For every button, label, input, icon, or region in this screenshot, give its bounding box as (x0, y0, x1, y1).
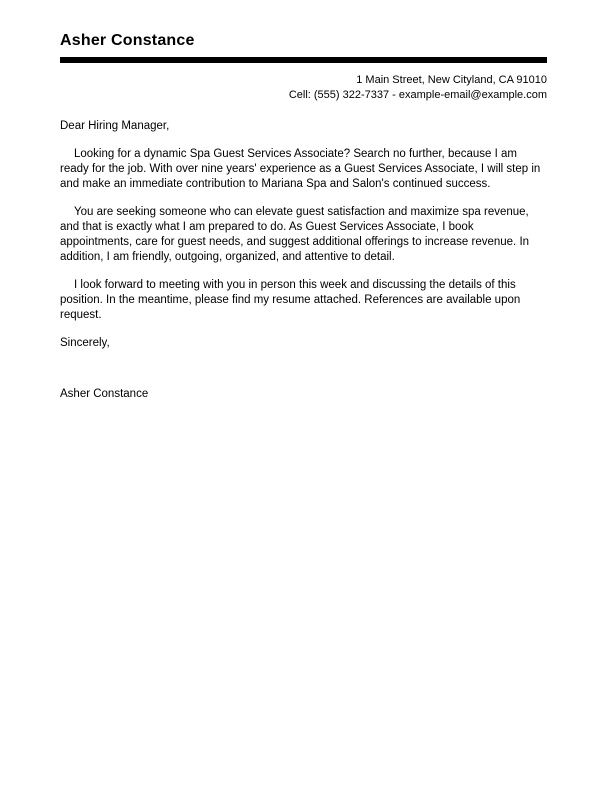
letter-header (60, 30, 547, 63)
signature-name: Asher Constance (60, 388, 149, 400)
contact-block (60, 73, 547, 103)
applicant-name: Asher Constance (60, 32, 195, 49)
body-paragraph-1: Looking for a dynamic Spa Guest Services Associate? Search no further, because I am ready for the job. With over nine years' experience as a Guest Services Associate, I will step in and make an immediate contribution to Mariana Spa and Salon's continued success. (60, 148, 541, 190)
body-paragraph-2: You are seeking someone who can elevate guest satisfaction and maximize spa revenue, and that is exactly what I am prepared to do. As Guest Services Associate, I book appointments, care for guest needs, and suggest additional offerings to increase revenue. In addition, I am friendly, outgoing, organized, and attentive to detail. (60, 206, 530, 263)
salutation: Dear Hiring Manager, (60, 120, 170, 132)
closing: Sincerely, (60, 337, 110, 349)
body-paragraph-3: I look forward to meeting with you in person this week and discussing the details of this position. In the meantime, please find my resume attached. References are available upon request. (60, 279, 521, 321)
contact-address: 1 Main Street, New Cityland, CA 91010 (356, 74, 547, 86)
letter-body (60, 119, 547, 402)
header-rule (60, 57, 547, 63)
contact-cell-email: Cell: (555) 322-7337 - example-email@example.com (288, 89, 547, 101)
